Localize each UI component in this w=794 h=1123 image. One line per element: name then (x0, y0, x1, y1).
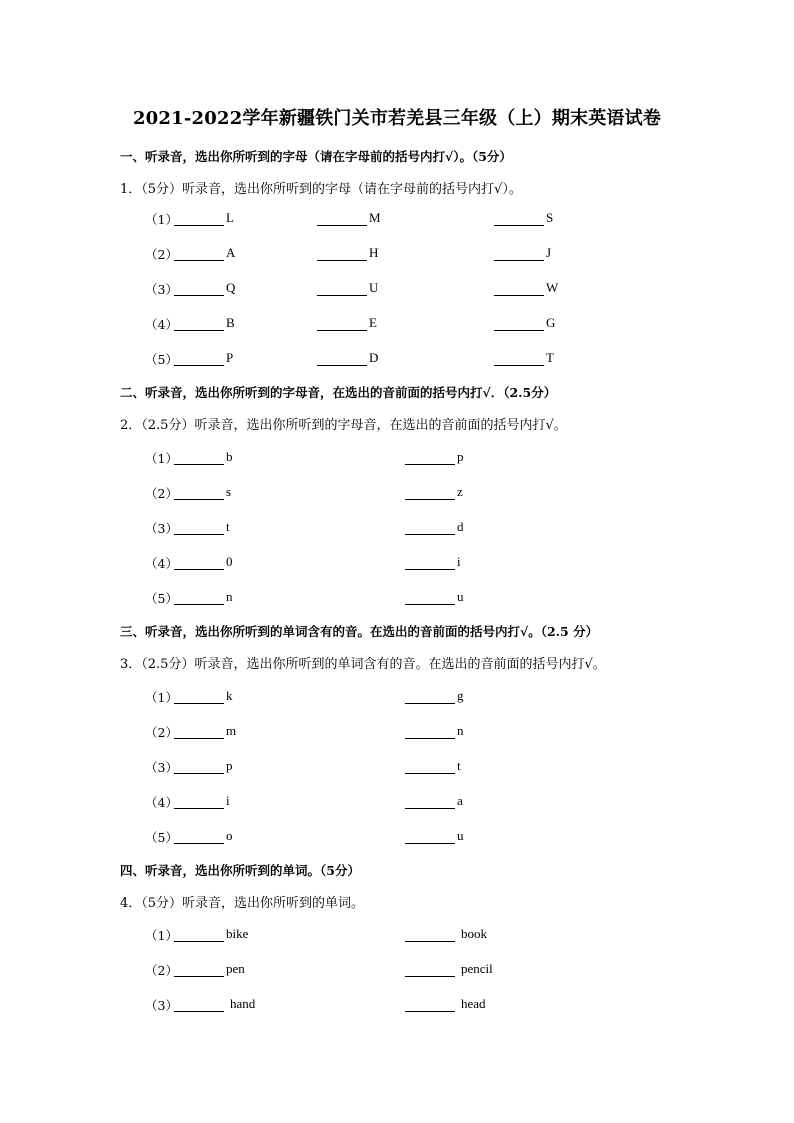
answer-blank[interactable] (174, 794, 224, 809)
item-number: （5） (145, 830, 178, 845)
item-number: （2） (145, 725, 178, 740)
item-number: （1） (145, 451, 178, 466)
question-4-item-1 (0, 926, 794, 946)
answer-blank[interactable] (174, 590, 224, 605)
option[interactable]: n (405, 723, 464, 739)
option[interactable]: p (174, 758, 233, 774)
question-1-item-2 (0, 245, 794, 265)
question-3-item-4 (0, 793, 794, 813)
option[interactable]: o (174, 828, 233, 844)
option[interactable]: u (405, 828, 464, 844)
answer-blank[interactable] (174, 351, 224, 366)
answer-blank[interactable] (174, 281, 224, 296)
answer-blank[interactable] (405, 724, 455, 739)
option[interactable]: P (174, 350, 233, 366)
option[interactable]: Q (174, 280, 235, 296)
option[interactable]: u (405, 589, 464, 605)
option[interactable]: D (317, 350, 378, 366)
option[interactable]: k (174, 688, 233, 704)
answer-blank[interactable] (174, 962, 224, 977)
item-number: （1） (145, 928, 178, 943)
section-3-heading: 三、听录音，选出你所听到的单词含有的音。在选出的音前面的括号内打√。（2.5 分） (120, 624, 599, 639)
option[interactable]: m (174, 723, 236, 739)
item-number: （3） (145, 760, 178, 775)
answer-blank[interactable] (405, 927, 455, 942)
question-3-item-2 (0, 723, 794, 743)
option[interactable]: i (174, 793, 230, 809)
answer-blank[interactable] (174, 485, 224, 500)
option[interactable]: M (317, 210, 381, 226)
answer-blank[interactable] (174, 759, 224, 774)
section-2-heading: 二、听录音，选出你所听到的字母音，在选出的音前面的括号内打√．（2.5分） (120, 385, 557, 400)
question-4-item-3 (0, 996, 794, 1016)
answer-blank[interactable] (405, 450, 455, 465)
question-1-item-1 (0, 210, 794, 230)
option[interactable]: bike (174, 926, 248, 942)
answer-blank[interactable] (405, 962, 455, 977)
option[interactable]: n (174, 589, 233, 605)
option[interactable]: t (405, 758, 461, 774)
option[interactable]: S (494, 210, 553, 226)
answer-blank[interactable] (405, 689, 455, 704)
answer-blank[interactable] (174, 211, 224, 226)
question-4-item-2 (0, 961, 794, 981)
answer-blank[interactable] (405, 485, 455, 500)
answer-blank[interactable] (317, 211, 367, 226)
question-1-item-4 (0, 315, 794, 335)
answer-blank[interactable] (174, 450, 224, 465)
option[interactable]: L (174, 210, 234, 226)
option[interactable]: B (174, 315, 235, 331)
answer-blank[interactable] (494, 246, 544, 261)
option[interactable]: t (174, 519, 230, 535)
option[interactable]: g (405, 688, 464, 704)
question-4-stem: 4．（5分）听录音，选出你所听到的单词。 (120, 896, 365, 911)
answer-blank[interactable] (494, 211, 544, 226)
item-number: （5） (145, 591, 178, 606)
option[interactable]: T (494, 350, 554, 366)
option[interactable]: A (174, 245, 235, 261)
answer-blank[interactable] (174, 555, 224, 570)
question-1-stem: 1．（5分）听录音，选出你所听到的字母（请在字母前的括号内打√）。 (120, 182, 522, 197)
option[interactable]: d (405, 519, 464, 535)
item-number: （1） (145, 690, 178, 705)
option[interactable]: a (405, 793, 463, 809)
option[interactable]: p (405, 449, 464, 465)
answer-blank[interactable] (494, 281, 544, 296)
item-number: （1） (145, 212, 178, 227)
option[interactable]: hand (174, 996, 255, 1012)
answer-blank[interactable] (494, 316, 544, 331)
question-2-item-5 (0, 589, 794, 609)
item-number: （3） (145, 521, 178, 536)
option[interactable]: s (174, 484, 231, 500)
question-2-item-1 (0, 449, 794, 469)
answer-blank[interactable] (174, 246, 224, 261)
question-2-item-2 (0, 484, 794, 504)
answer-blank[interactable] (174, 689, 224, 704)
answer-blank[interactable] (405, 520, 455, 535)
option[interactable]: book (405, 926, 487, 942)
question-3-item-5 (0, 828, 794, 848)
option[interactable]: E (317, 315, 377, 331)
answer-blank[interactable] (405, 590, 455, 605)
option[interactable]: z (405, 484, 463, 500)
option[interactable]: head (405, 996, 486, 1012)
answer-blank[interactable] (405, 794, 455, 809)
answer-blank[interactable] (174, 316, 224, 331)
answer-blank[interactable] (317, 281, 367, 296)
answer-blank[interactable] (317, 246, 367, 261)
option[interactable]: pencil (405, 961, 493, 977)
option[interactable]: pen (174, 961, 245, 977)
answer-blank[interactable] (317, 351, 367, 366)
question-1-item-3 (0, 280, 794, 300)
option[interactable]: J (494, 245, 551, 261)
section-1-heading: 一、听录音，选出你所听到的字母（请在字母前的括号内打√）。（5分） (120, 149, 512, 164)
page-title: 2021-2022学年新疆铁门关市若羌县三年级（上）期末英语试卷 (132, 108, 662, 129)
question-2-item-4 (0, 554, 794, 574)
option[interactable]: W (494, 280, 558, 296)
item-number: （5） (145, 352, 178, 367)
question-3-stem: 3．（2.5分）听录音，选出你所听到的单词含有的音。在选出的音前面的括号内打√。 (120, 657, 606, 672)
item-number: （4） (145, 795, 178, 810)
answer-blank[interactable] (405, 829, 455, 844)
item-number: （2） (145, 963, 178, 978)
answer-blank[interactable] (174, 724, 224, 739)
answer-blank[interactable] (405, 997, 455, 1012)
item-number: （3） (145, 282, 178, 297)
question-1-item-5 (0, 350, 794, 370)
option[interactable]: H (317, 245, 378, 261)
answer-blank[interactable] (174, 829, 224, 844)
option[interactable]: i (405, 554, 461, 570)
answer-blank[interactable] (317, 316, 367, 331)
answer-blank[interactable] (494, 351, 544, 366)
option[interactable]: G (494, 315, 555, 331)
item-number: （2） (145, 486, 178, 501)
item-number: （3） (145, 998, 178, 1013)
answer-blank[interactable] (405, 759, 455, 774)
question-2-item-3 (0, 519, 794, 539)
item-number: （2） (145, 247, 178, 262)
item-number: （4） (145, 556, 178, 571)
option[interactable]: b (174, 449, 233, 465)
answer-blank[interactable] (174, 927, 224, 942)
question-3-item-3 (0, 758, 794, 778)
answer-blank[interactable] (174, 520, 224, 535)
question-2-stem: 2．（2.5分）听录音，选出你所听到的字母音，在选出的音前面的括号内打√。 (120, 418, 567, 433)
question-3-item-1 (0, 688, 794, 708)
option[interactable]: 0 (174, 554, 233, 570)
item-number: （4） (145, 317, 178, 332)
option[interactable]: U (317, 280, 378, 296)
answer-blank[interactable] (405, 555, 455, 570)
section-4-heading: 四、听录音，选出你所听到的单词。（5分） (120, 863, 360, 878)
answer-blank[interactable] (174, 997, 224, 1012)
